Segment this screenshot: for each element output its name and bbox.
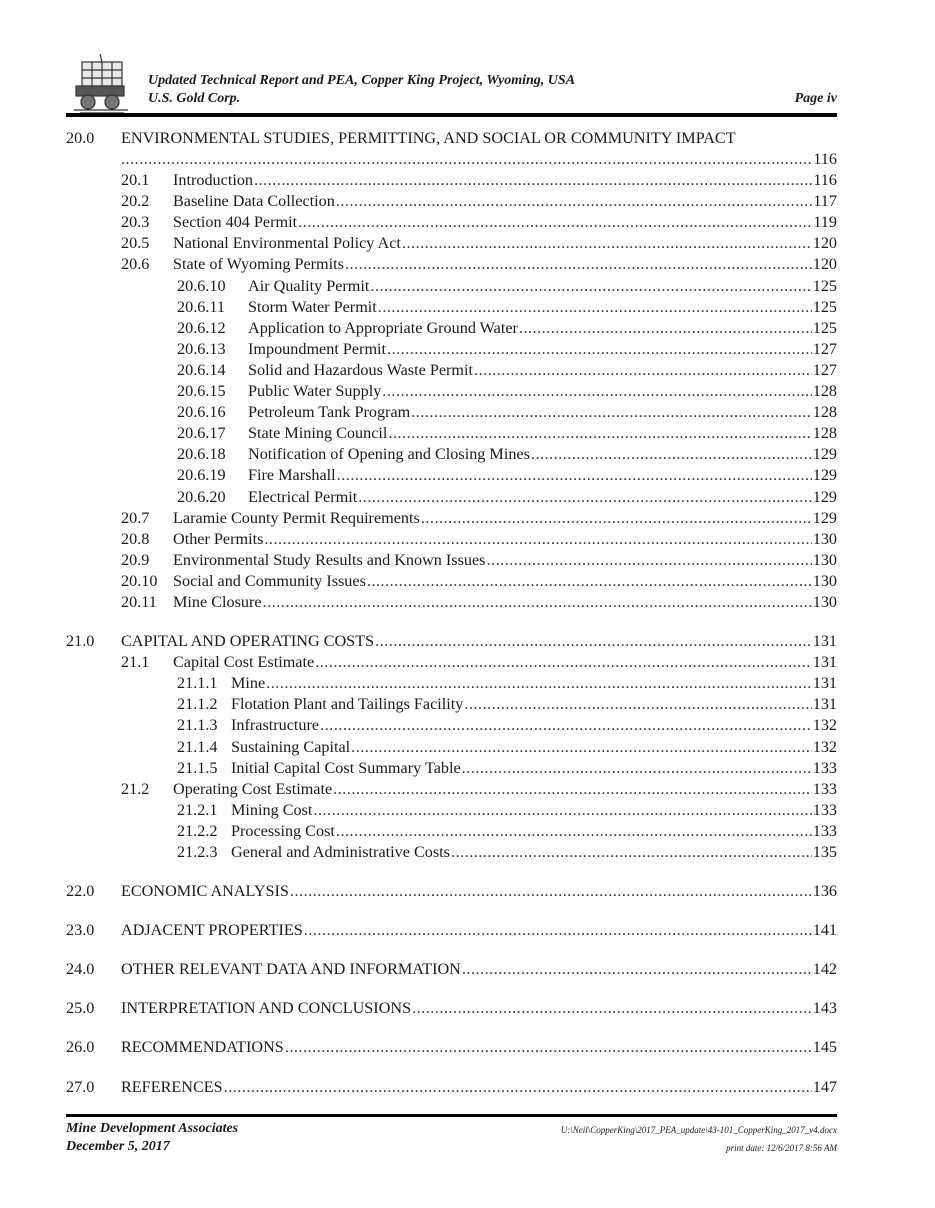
toc-number: 20.9: [121, 550, 150, 569]
toc-chapter-26[interactable]: [66, 1037, 837, 1058]
toc-page: 131: [812, 695, 837, 714]
toc-number: 20.3: [121, 213, 150, 232]
dot-leader: [367, 571, 812, 592]
toc-number: 21.1: [121, 653, 150, 672]
toc-entry[interactable]: [66, 233, 837, 254]
toc-number: 21.1.1: [177, 674, 218, 693]
dot-leader: [382, 381, 811, 402]
toc-title: Processing Cost: [231, 821, 336, 842]
toc-subentry[interactable]: [66, 297, 837, 318]
dot-leader: [462, 959, 812, 980]
toc-page: 130: [812, 571, 837, 590]
header-rule: [66, 113, 837, 117]
toc-page: 130: [812, 592, 837, 611]
footer-print-date: print date: 12/6/2017 8:56 AM: [726, 1143, 837, 1153]
toc-title: Infrastructure: [231, 715, 320, 736]
toc-page: 131: [812, 632, 837, 651]
toc-title: Fire Marshall: [248, 465, 337, 486]
dot-leader: [421, 508, 812, 529]
dot-leader: [451, 842, 812, 863]
toc-subentry[interactable]: [66, 402, 837, 423]
dot-leader: [224, 1077, 812, 1098]
toc-page: 127: [812, 339, 837, 358]
toc-number: 23.0: [66, 921, 95, 940]
toc-page: 136: [812, 882, 837, 901]
dot-leader: [315, 652, 812, 673]
toc-title: Solid and Hazardous Waste Permit: [248, 360, 474, 381]
toc-chapter-23[interactable]: [66, 920, 837, 941]
toc-title: Environmental Study Results and Known Issues: [173, 550, 487, 571]
toc-page: 133: [812, 821, 837, 840]
toc-subentry[interactable]: [66, 737, 837, 758]
toc-page: 142: [812, 960, 837, 979]
toc-entry[interactable]: [66, 779, 837, 800]
toc-page: 125: [812, 297, 837, 316]
toc-number: 20.6.18: [177, 445, 226, 464]
dot-leader: [474, 360, 812, 381]
dot-leader: [402, 233, 812, 254]
toc-chapter-20[interactable]: [66, 128, 837, 149]
dot-leader: [337, 465, 812, 486]
toc-number: 20.6.14: [177, 360, 226, 379]
toc-number: 20.0: [66, 129, 95, 147]
toc-page: 120: [812, 234, 837, 253]
company-name: U.S. Gold Corp.: [148, 91, 241, 106]
toc-entry[interactable]: [66, 550, 837, 571]
dot-leader: [263, 592, 812, 613]
dot-leader: [333, 779, 812, 800]
toc-title: Operating Cost Estimate: [173, 779, 333, 800]
toc-number: 20.2: [121, 192, 150, 211]
footer-date: December 5, 2017: [66, 1139, 170, 1154]
toc-number: 20.6.16: [177, 403, 226, 422]
toc-subentry[interactable]: [66, 465, 837, 486]
toc-title: Flotation Plant and Tailings Facility: [231, 694, 464, 715]
dot-leader: [378, 297, 812, 318]
dot-leader: [264, 529, 811, 550]
dot-leader: [464, 694, 811, 715]
toc-page: 133: [812, 800, 837, 819]
toc-title: General and Administrative Costs: [231, 842, 451, 863]
toc-subentry[interactable]: [66, 821, 837, 842]
toc-subentry[interactable]: [66, 339, 837, 360]
dot-leader: [336, 821, 812, 842]
toc-title: Mining Cost: [231, 800, 313, 821]
toc-chapter-24[interactable]: [66, 959, 837, 980]
toc-page: 133: [812, 758, 837, 777]
toc-page: 125: [812, 276, 837, 295]
toc-title: Social and Community Issues: [173, 571, 367, 592]
toc-chapter-21[interactable]: [66, 631, 837, 652]
dot-leader: [519, 318, 812, 339]
toc-page: 128: [812, 403, 837, 422]
toc-number: 26.0: [66, 1038, 95, 1057]
toc-title: National Environmental Policy Act: [173, 233, 402, 254]
toc-subentry[interactable]: [66, 694, 837, 715]
toc-entry[interactable]: [66, 529, 837, 550]
toc-entry[interactable]: [66, 508, 837, 529]
toc-title: Baseline Data Collection: [173, 191, 336, 212]
dot-leader: [254, 170, 812, 191]
toc-title: INTERPRETATION AND CONCLUSIONS: [121, 998, 412, 1019]
toc-title: Initial Capital Cost Summary Table: [231, 758, 462, 779]
footer-rule: [66, 1114, 837, 1117]
toc-title: OTHER RELEVANT DATA AND INFORMATION: [121, 959, 462, 980]
toc-subentry[interactable]: [66, 318, 837, 339]
dot-leader: [304, 920, 812, 941]
toc-title: Sustaining Capital: [231, 737, 351, 758]
toc-number: 20.6: [121, 255, 150, 274]
toc-page: 135: [812, 843, 837, 861]
dot-leader: [121, 149, 812, 170]
toc-page: 117: [813, 192, 837, 211]
toc-title: Public Water Supply: [248, 381, 382, 402]
toc-chapter-20-leader[interactable]: [66, 149, 837, 170]
toc-entry[interactable]: [66, 652, 837, 673]
toc-number: 20.8: [121, 529, 150, 548]
dot-leader: [387, 339, 812, 360]
company-logo-icon: [70, 52, 132, 116]
toc-title: Application to Appropriate Ground Water: [248, 318, 519, 339]
toc-subentry[interactable]: [66, 715, 837, 736]
toc-title: Notification of Opening and Closing Mines: [248, 444, 531, 465]
toc-chapter-22[interactable]: [66, 881, 837, 902]
toc-page: 125: [812, 318, 837, 337]
toc-entry[interactable]: [66, 571, 837, 592]
toc-number: 21.0: [66, 632, 95, 651]
toc-page: 132: [812, 716, 837, 735]
toc-page: 129: [812, 445, 837, 464]
toc-number: 21.1.4: [177, 737, 218, 756]
toc-title: Laramie County Permit Requirements: [173, 508, 421, 529]
toc-page: 129: [812, 466, 837, 485]
toc-number: 20.1: [121, 171, 150, 190]
toc-number: 20.6.15: [177, 382, 226, 401]
toc-subentry[interactable]: [66, 444, 837, 465]
toc-entry[interactable]: [66, 212, 837, 233]
dot-leader: [298, 212, 812, 233]
toc-title: Introduction: [173, 170, 254, 191]
table-of-contents: [66, 128, 837, 1098]
toc-number: 21.2.2: [177, 821, 218, 840]
toc-number: 20.6.19: [177, 466, 226, 485]
toc-page: 120: [812, 255, 837, 274]
toc-title: RECOMMENDATIONS: [121, 1037, 285, 1058]
toc-title: Air Quality Permit: [248, 276, 370, 297]
toc-number: 20.6.10: [177, 276, 226, 295]
toc-page: 128: [812, 424, 837, 443]
toc-number: 20.6.11: [177, 297, 225, 316]
toc-title: ENVIRONMENTAL STUDIES, PERMITTING, AND SOCIAL OR COMMUNITY IMPACT: [121, 128, 737, 149]
toc-number: 21.1.5: [177, 758, 218, 777]
toc-page: 143: [812, 999, 837, 1018]
toc-number: 20.10: [121, 571, 158, 590]
toc-subentry[interactable]: [66, 487, 837, 508]
toc-page: 116: [813, 171, 837, 190]
dot-leader: [285, 1037, 812, 1058]
toc-page: 129: [812, 508, 837, 527]
toc-page: 131: [812, 653, 837, 672]
toc-number: 22.0: [66, 882, 95, 901]
toc-page: 119: [813, 213, 837, 232]
toc-number: 20.6.17: [177, 424, 226, 443]
toc-entry[interactable]: [66, 592, 837, 613]
page-number: Page iv: [794, 91, 837, 106]
toc-title: Section 404 Permit: [173, 212, 298, 233]
toc-page: 131: [812, 674, 837, 693]
toc-chapter-27[interactable]: [66, 1077, 837, 1098]
dot-leader: [412, 998, 812, 1019]
toc-number: 21.2: [121, 779, 150, 798]
toc-subentry[interactable]: [66, 381, 837, 402]
toc-page: 127: [812, 360, 837, 379]
toc-title: Mine: [231, 673, 266, 694]
toc-entry[interactable]: [66, 191, 837, 212]
toc-number: 20.11: [121, 592, 157, 611]
toc-title: ECONOMIC ANALYSIS: [121, 881, 290, 902]
dot-leader: [358, 487, 812, 508]
toc-page: 130: [812, 529, 837, 548]
toc-page: 145: [812, 1038, 837, 1057]
dot-leader: [345, 254, 812, 275]
toc-page: 116: [813, 150, 837, 169]
dot-leader: [462, 758, 812, 779]
dot-leader: [313, 800, 811, 821]
dot-leader: [336, 191, 812, 212]
dot-leader: [487, 550, 812, 571]
footer-organization: Mine Development Associates: [66, 1121, 239, 1136]
toc-subentry[interactable]: [66, 842, 837, 863]
toc-title: Capital Cost Estimate: [173, 652, 315, 673]
toc-subentry[interactable]: [66, 360, 837, 381]
dot-leader: [370, 276, 811, 297]
toc-number: 25.0: [66, 999, 95, 1018]
toc-page: 133: [812, 779, 837, 798]
toc-number: 20.5: [121, 234, 150, 253]
toc-subentry[interactable]: [66, 673, 837, 694]
toc-page: 128: [812, 382, 837, 401]
toc-subentry[interactable]: [66, 758, 837, 779]
toc-title: State of Wyoming Permits: [173, 254, 345, 275]
toc-entry[interactable]: [66, 170, 837, 191]
dot-leader: [290, 881, 812, 902]
toc-subentry[interactable]: [66, 276, 837, 297]
toc-number: 20.6.12: [177, 318, 226, 337]
toc-number: 21.1.2: [177, 695, 218, 714]
toc-title: REFERENCES: [121, 1077, 224, 1098]
toc-number: 21.2.1: [177, 800, 218, 819]
toc-title: Electrical Permit: [248, 487, 358, 508]
dot-leader: [531, 444, 812, 465]
dot-leader: [388, 423, 811, 444]
dot-leader: [320, 715, 812, 736]
dot-leader: [266, 673, 812, 694]
toc-number: 27.0: [66, 1077, 95, 1096]
toc-page: 129: [812, 487, 837, 506]
toc-title: Storm Water Permit: [248, 297, 378, 318]
toc-title: State Mining Council: [248, 423, 388, 444]
toc-subentry[interactable]: [66, 423, 837, 444]
dot-leader: [411, 402, 812, 423]
toc-title: Petroleum Tank Program: [248, 402, 411, 423]
toc-page: 130: [812, 550, 837, 569]
toc-number: 20.6.13: [177, 339, 226, 358]
toc-title: Mine Closure: [173, 592, 263, 613]
toc-chapter-25[interactable]: [66, 998, 837, 1019]
toc-number: 20.6.20: [177, 487, 226, 506]
report-title: Updated Technical Report and PEA, Copper King Project, Wyoming, USA: [148, 73, 576, 88]
toc-entry[interactable]: [66, 254, 837, 275]
dot-leader: [375, 631, 812, 652]
toc-title: ADJACENT PROPERTIES: [121, 920, 304, 941]
toc-number: 20.7: [121, 508, 150, 527]
toc-number: 21.1.3: [177, 716, 218, 735]
toc-number: 24.0: [66, 960, 95, 979]
toc-title: Other Permits: [173, 529, 264, 550]
toc-title: CAPITAL AND OPERATING COSTS: [121, 631, 375, 652]
toc-number: 21.2.3: [177, 843, 218, 861]
dot-leader: [351, 737, 812, 758]
footer-file-path: U:\Neil\CopperKing\2017_PEA_update\43-101_CopperKing_2017_v4.docx: [560, 1125, 837, 1135]
toc-page: 132: [812, 737, 837, 756]
toc-subentry[interactable]: [66, 800, 837, 821]
toc-page: 147: [812, 1077, 837, 1096]
toc-title: Impoundment Permit: [248, 339, 387, 360]
toc-page: 141: [812, 921, 837, 940]
